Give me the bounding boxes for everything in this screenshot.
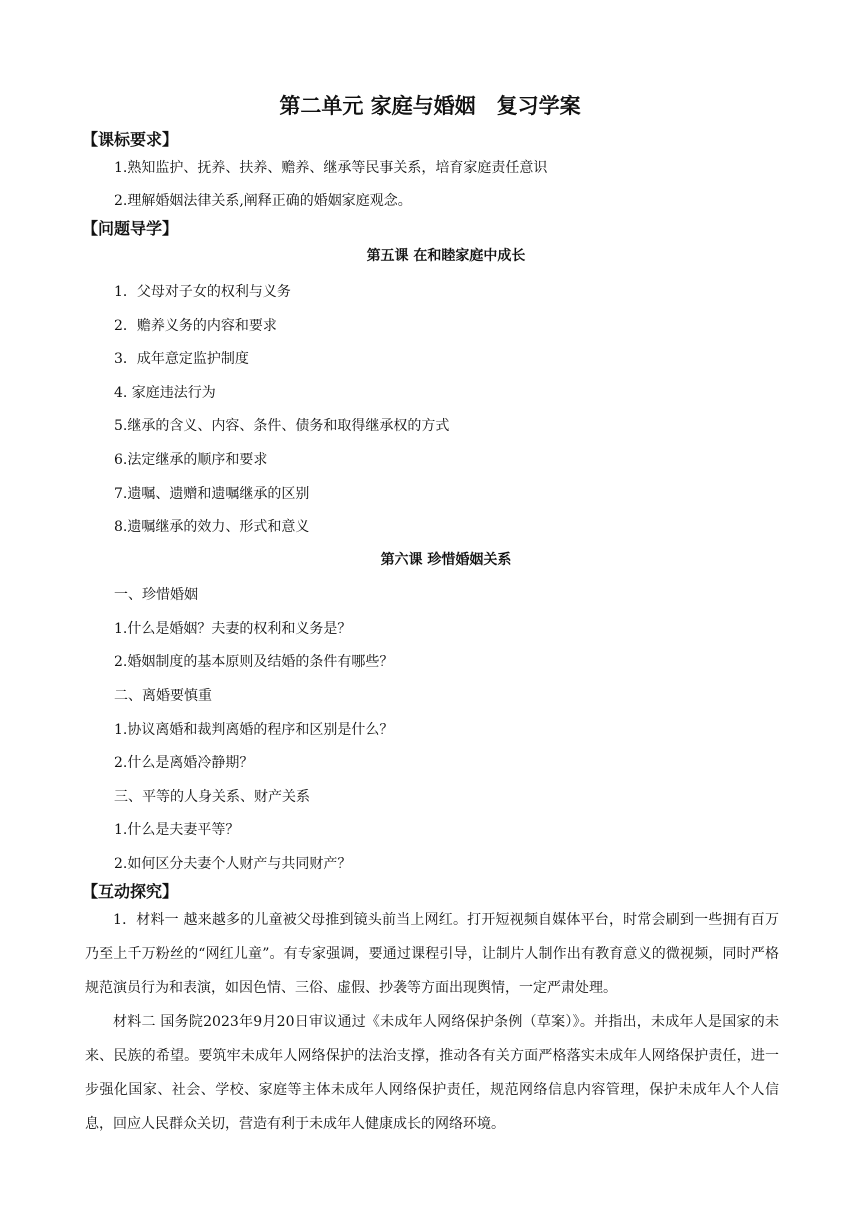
section-heading-standards: 【课标要求】 — [82, 130, 179, 149]
document-title: 第二单元 家庭与婚姻 复习学案 — [279, 94, 581, 118]
lesson6-item: 2.婚姻制度的基本原则及结婚的条件有哪些？ — [114, 654, 394, 670]
material-one-paragraph: 1．材料一 越来越多的儿童被父母推到镜头前当上网红。打开短视频自媒体平台，时常会刷到一些拥有百万乃至上千万粉丝的“网红儿童”。有专家强调，要通过课程引导，让制片人制作出有教育意义的微视频，同时严格规范演员行为和表演，如因色情、三俗、虚假、抄袭等方面出现舆情，一定严肃处理。 — [85, 912, 779, 996]
lesson6-item: 1.什么是夫妻平等？ — [114, 822, 240, 838]
lesson6-item: 二、离婚要慎重 — [114, 688, 212, 704]
lesson6-item: 2.如何区分夫妻个人财产与共同财产？ — [114, 856, 352, 872]
lesson5-title: 第五课 在和睦家庭中成长 — [366, 248, 526, 264]
lesson5-item: 5.继承的含义、内容、条件、债务和取得继承权的方式 — [114, 418, 450, 434]
lesson6-item: 1.协议离婚和裁判离婚的程序和区别是什么？ — [114, 722, 394, 738]
lesson6-item: 2.什么是离婚冷静期？ — [114, 755, 254, 771]
lesson5-item: 2．赡养义务的内容和要求 — [114, 318, 277, 334]
material-two-paragraph: 材料二 国务院2023年9月20日审议通过《未成年人网络保护条例（草案）》。并指出，未成年人是国家的未来、民族的希望。要筑牢未成年人网络保护的法治支撑，推动各有关方面严格落实未成年人网络保护责任，进一步强化国家、社会、学校、家庭等主体未成年人网络保护责任，规范网络信息内容管理，保护未成年人个人信息，回应人民群众关切，营造有利于未成年人健康成长的网络环境。 — [85, 1014, 779, 1132]
lesson6-title: 第六课 珍惜婚姻关系 — [380, 552, 512, 568]
lesson5-item: 7.遗嘱、遗赠和遗嘱继承的区别 — [114, 486, 310, 502]
lesson6-item: 1.什么是婚姻？夫妻的权利和义务是？ — [114, 621, 352, 637]
standard-item: 2.理解婚姻法律关系,阐释正确的婚姻家庭观念。 — [114, 193, 412, 209]
lesson6-item: 三、平等的人身关系、财产关系 — [114, 789, 310, 805]
lesson5-item: 1．父母对子女的权利与义务 — [114, 284, 291, 300]
section-heading-inquiry: 【互动探究】 — [82, 882, 179, 901]
lesson5-item: 8.遗嘱继承的效力、形式和意义 — [114, 519, 310, 535]
section-heading-guide: 【问题导学】 — [82, 219, 179, 238]
lesson5-item: 4. 家庭违法行为 — [114, 385, 216, 401]
lesson5-item: 6.法定继承的顺序和要求 — [114, 452, 268, 468]
lesson6-item: 一、珍惜婚姻 — [114, 587, 198, 603]
standard-item: 1.熟知监护、抚养、扶养、赡养、继承等民事关系，培育家庭责任意识 — [114, 160, 548, 176]
lesson5-item: 3．成年意定监护制度 — [114, 351, 249, 367]
